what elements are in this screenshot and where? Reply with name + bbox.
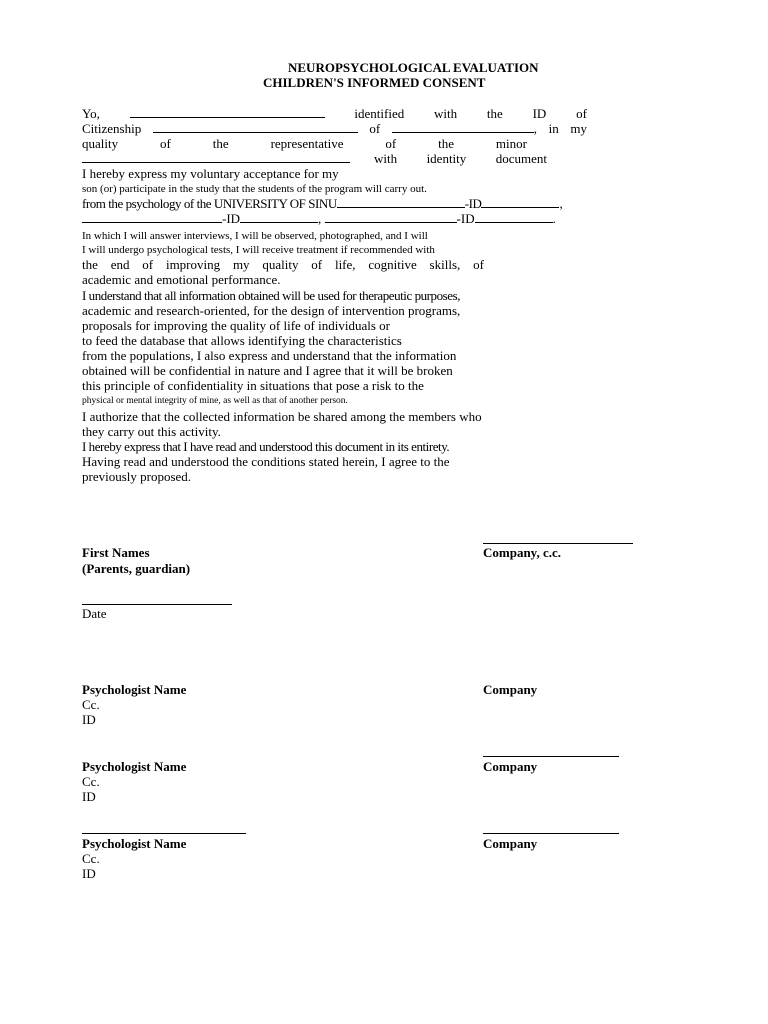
student-name-blank[interactable] — [337, 196, 465, 208]
body-line-15: proposals for improving the quality of life of individuals or — [82, 318, 390, 333]
company-cc-label: Company, c.c. — [483, 545, 561, 560]
body-line-7 — [82, 196, 587, 211]
word: of — [142, 257, 154, 272]
psychologist-id-label: ID — [82, 866, 96, 881]
word: of — [369, 121, 381, 136]
body-line-14: academic and research-oriented, for the design of intervention programs, — [82, 303, 461, 318]
word: representative — [270, 136, 344, 151]
id-label: -ID — [222, 211, 241, 226]
body-line-9: In which I will answer interviews, I will be observed, photographed, and I will — [82, 230, 428, 242]
body-line-11 — [82, 257, 484, 272]
word: of — [473, 257, 484, 272]
word: Yo, — [82, 106, 100, 121]
word: with — [374, 151, 398, 166]
word: identified — [354, 106, 405, 121]
date-signature-line[interactable] — [82, 604, 232, 605]
word: the — [438, 136, 455, 151]
id-label: -ID — [464, 196, 482, 211]
student-name-blank[interactable] — [82, 211, 222, 223]
form-title-line-1: NEUROPSYCHOLOGICAL EVALUATION — [288, 60, 539, 75]
word: of — [311, 257, 323, 272]
body-line-19: this principle of confidentiality in situations that pose a risk to the — [82, 378, 424, 393]
body-line-23: I hereby express that I have read and understood this document in its entirety. — [82, 439, 450, 454]
citizenship-blank[interactable] — [153, 121, 358, 133]
word: cognitive — [368, 257, 417, 272]
psychologist-id-label: ID — [82, 712, 96, 727]
word: minor — [495, 136, 527, 151]
body-line-10: I will undergo psychological tests, I will receive treatment if recommended with — [82, 244, 435, 256]
body-line-6: son (or) participate in the study that the students of the program will carry out. — [82, 183, 427, 195]
body-line-21: I authorize that the collected information be shared among the members who — [82, 409, 482, 424]
psychologist-company-label: Company — [483, 682, 538, 697]
word: skills, — [429, 257, 461, 272]
word: the — [82, 257, 98, 272]
word: end — [110, 257, 130, 272]
psychologist-name-label: Psychologist Name — [82, 682, 187, 697]
student-id-blank[interactable] — [481, 196, 559, 208]
body-line-5: I hereby express my voluntary acceptance for my — [82, 166, 339, 181]
form-title-line-2: CHILDREN'S INFORMED CONSENT — [263, 75, 486, 90]
word: quality — [262, 257, 299, 272]
word: document — [495, 151, 547, 166]
word: Citizenship — [82, 121, 142, 136]
word: the — [486, 106, 503, 121]
company-signature-line[interactable] — [483, 833, 619, 834]
psychologist-company-label: Company — [483, 836, 538, 851]
body-line-3 — [82, 136, 527, 151]
word: ID — [532, 106, 547, 121]
word: of — [385, 136, 397, 151]
body-line-2 — [82, 121, 587, 136]
university-text: from the psychology of the UNIVERSITY OF SINU — [82, 196, 337, 211]
name-blank[interactable] — [130, 106, 325, 118]
psychologist-cc-label: Cc. — [82, 697, 100, 712]
student-id-blank[interactable] — [240, 211, 318, 223]
psychologist-name-label: Psychologist Name — [82, 836, 187, 851]
word: life, — [334, 257, 356, 272]
body-line-1 — [82, 106, 587, 121]
body-line-8 — [82, 211, 587, 226]
body-line-13: I understand that all information obtained will be used for therapeutic purposes, — [82, 288, 460, 303]
student-name-blank[interactable] — [325, 211, 457, 223]
company-signature-line[interactable] — [483, 756, 619, 757]
word: of — [160, 136, 171, 151]
psychologist-name-label: Psychologist Name — [82, 759, 187, 774]
word: my — [232, 257, 250, 272]
comma: , — [318, 211, 322, 226]
city-blank[interactable] — [392, 121, 534, 133]
word: with — [434, 106, 458, 121]
first-names-label: First Names — [82, 545, 150, 560]
period: . — [552, 211, 556, 226]
id-label: -ID — [456, 211, 475, 226]
psychologist-id-label: ID — [82, 789, 96, 804]
word: in — [548, 121, 559, 136]
body-line-18: obtained will be confidential in nature and I agree that it will be broken — [82, 363, 453, 378]
word: quality — [82, 136, 119, 151]
psychologist-company-label: Company — [483, 759, 538, 774]
body-line-17: from the populations, I also express and understand that the information — [82, 348, 457, 363]
body-line-25: previously proposed. — [82, 469, 192, 484]
word: improving — [165, 257, 221, 272]
comma: , — [559, 196, 563, 211]
representative-blank[interactable] — [82, 151, 350, 163]
student-id-blank[interactable] — [475, 211, 553, 223]
company-signature-line[interactable] — [483, 543, 633, 544]
body-line-12: academic and emotional performance. — [82, 272, 281, 287]
psychologist-signature-line[interactable] — [82, 833, 246, 834]
comma: , — [533, 121, 538, 136]
word: identity — [426, 151, 467, 166]
body-line-20: physical or mental integrity of mine, as well as that of another person. — [82, 396, 348, 406]
body-line-24: Having read and understood the conditions stated herein, I agree to the — [82, 454, 450, 469]
date-label: Date — [82, 606, 107, 621]
parents-guardian-label: (Parents, guardian) — [82, 561, 191, 576]
body-line-22: they carry out this activity. — [82, 424, 221, 439]
word: of — [576, 106, 587, 121]
psychologist-cc-label: Cc. — [82, 774, 100, 789]
word: the — [212, 136, 229, 151]
psychologist-cc-label: Cc. — [82, 851, 100, 866]
body-line-16: to feed the database that allows identifying the characteristics — [82, 333, 402, 348]
word: my — [570, 121, 587, 136]
